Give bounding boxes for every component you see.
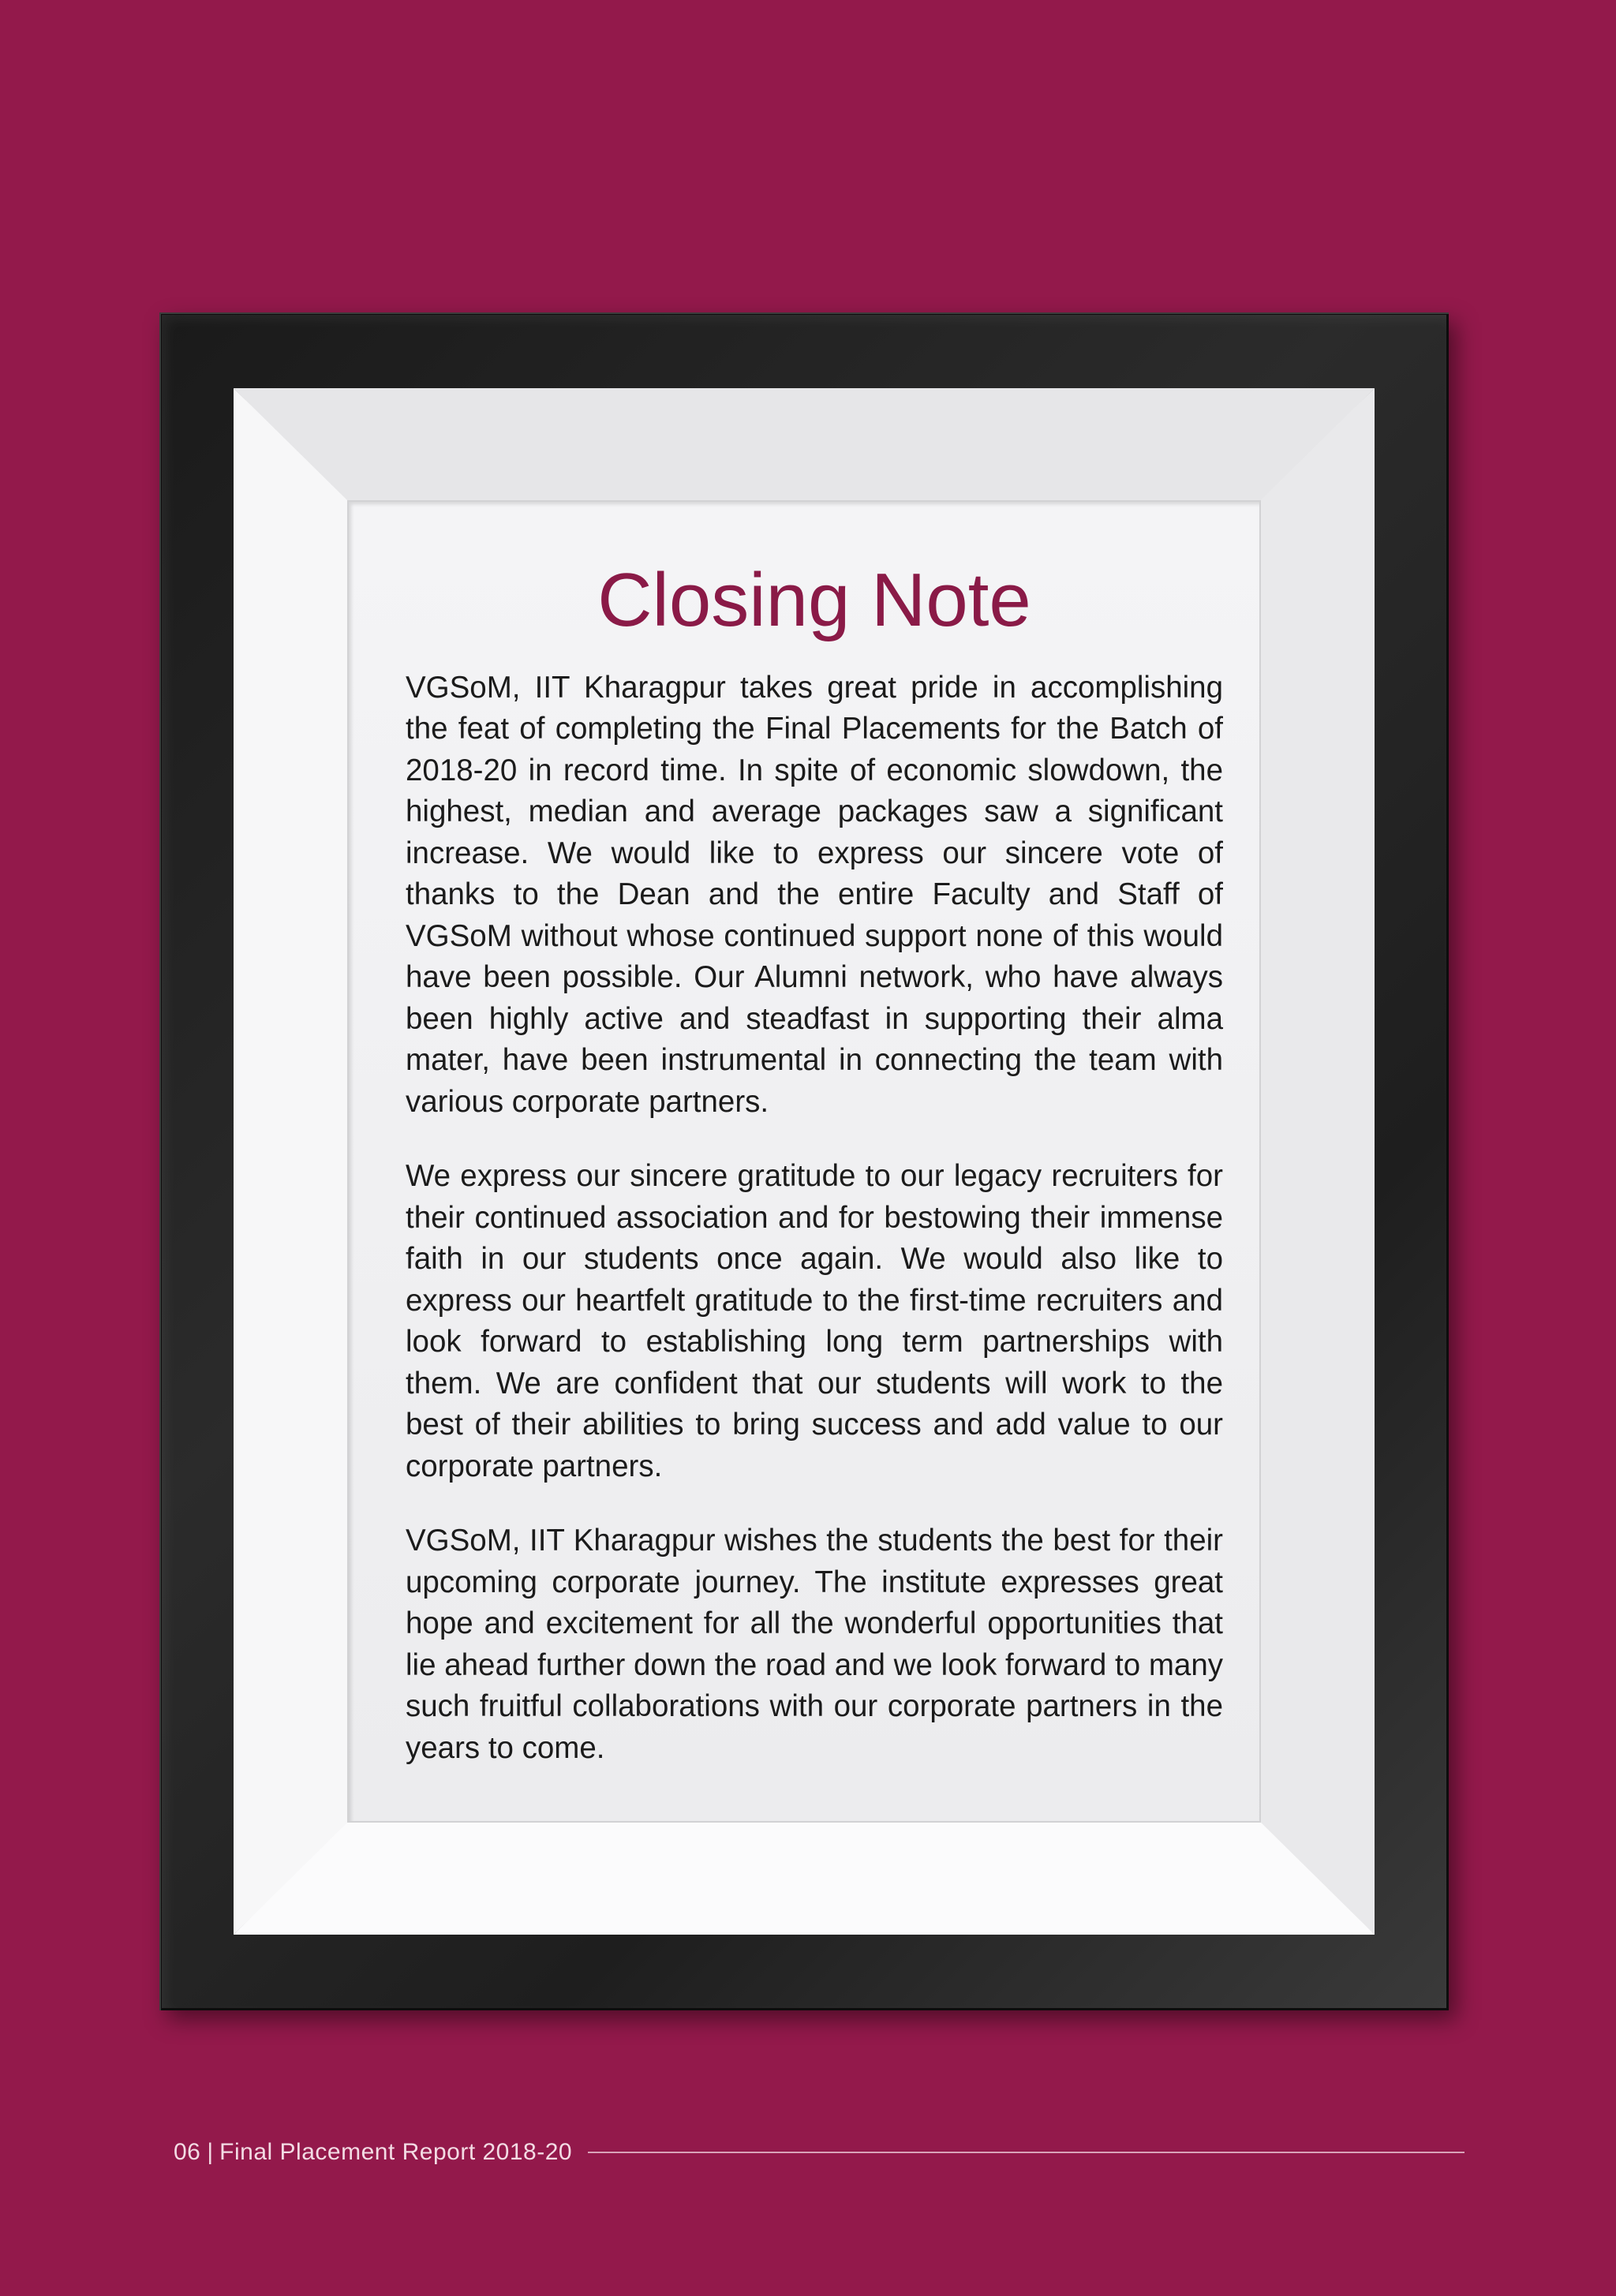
page-title: Closing Note [597, 558, 1031, 642]
page-number: 06 [174, 2139, 201, 2165]
page-footer [174, 2135, 1464, 2170]
footer-rule [588, 2152, 1464, 2153]
paragraph-1: VGSoM, IIT Kharagpur takes great pride in accomplishing the feat of completing the Final Placements for the Batch of 2018-20 in record time. In spite of economic slowdown, the highest, median and average packages saw a significant increase. We would like to express our sincere vote of thanks to the Dean and the entire Faculty and Staff of VGSoM without whose continued support none of this would have been possible. Our Alumni network, who have always been highly active and steadfast in supporting their alma mater, have been instrumental in connecting the team with various corporate partners. [406, 670, 1223, 1119]
note-panel [349, 502, 1259, 1821]
report-title: Final Placement Report 2018-20 [219, 2139, 573, 2165]
frame-mat [234, 388, 1375, 1935]
picture-frame [159, 312, 1449, 2010]
footer-separator: | [207, 2139, 214, 2165]
note-content [406, 559, 1223, 1802]
paragraph-2: We express our sincere gratitude to our legacy recruiters for their continued association and for bestowing their immense faith in our students once again. We would also like to express our heartfelt gratitude to the first-time recruiters and look forward to establishing long term partnerships with them. We are confident that our students will work to the best of their abilities to bring success and add value to our corporate partners. [406, 1159, 1223, 1483]
paragraph-3: VGSoM, IIT Kharagpur wishes the students the best for their upcoming corporate journey. The institute expresses great hope and excitement for all the wonderful opportunities that lie ahead further down the road and we look forward to many such fruitful collaborations with our corporate partners in the years to come. [406, 1524, 1223, 1765]
